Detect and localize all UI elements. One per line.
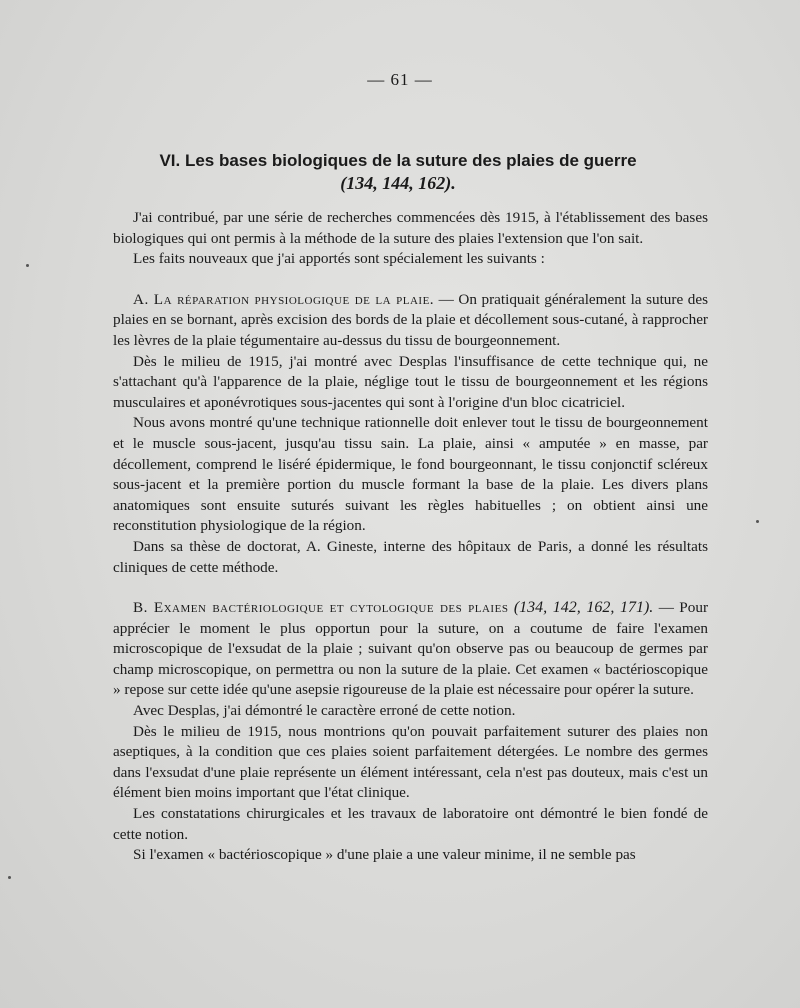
section-a-intro-text: — On pratiquait généralement la suture des plaies en se bornant, après excision des bords de la plaie et décollement sous-cutané, à rapprocher les lèvres de la plaie tégumentaire au-dessus du tissu de bourgeonnement.	[113, 290, 708, 349]
section-b-paragraph: Dès le milieu de 1915, nous montrions qu'on pouvait parfaitement suturer des plaies non aseptiques, à la condition que ces plaies soient parfaitement détergées. Le nombre des germes dans l'exsudat d'une plaie représente un élément intéressant, cela n'est pas douteux, mais c'est un élément bien moins important que l'état clinique.	[113, 722, 708, 802]
paper-speck	[26, 264, 29, 267]
section-a-label: A. La réparation physiologique de la plaie.	[133, 290, 435, 308]
spacer	[113, 578, 708, 598]
section-b-intro-text: — Pour apprécier le moment le plus opportun pour la suture, on a coutume de faire l'examen microscopique de l'exsudat de la plaie ; suivant qu'on observe pas ou beaucoup de germes par champ microscopique, on permettra ou non la suture de la plaie. Cet examen « bactérioscopique » repose sur cette idée qu'une asepsie rigoureuse de la plaie est nécessaire pour opérer la suture.	[113, 599, 708, 699]
paper-speck	[756, 520, 759, 523]
section-b-references: (134, 142, 162, 171).	[513, 599, 654, 617]
section-b-paragraph: Si l'examen « bactérioscopique » d'une plaie a une valeur minime, il ne semble pas	[133, 846, 636, 864]
section-b-paragraph: Les constatations chirurgicales et les travaux de laboratoire ont démontré le bien fondé de cette notion.	[113, 805, 708, 843]
body-text	[113, 208, 708, 866]
spacer	[113, 270, 708, 290]
section-a-intro	[113, 290, 708, 352]
page-number: — 61 —	[367, 70, 433, 89]
section-b-intro	[113, 598, 708, 701]
section-references: (134, 144, 162).	[340, 173, 456, 193]
section-b-paragraph: Avec Desplas, j'ai démontré le caractère erroné de cette notion.	[133, 702, 516, 720]
paper-speck	[8, 876, 11, 879]
section-title: VI. Les bases biologiques de la suture des plaies de guerre	[159, 151, 637, 170]
section-b-label: B. Examen bactériologique et cytologique des plaies	[133, 599, 509, 617]
section-heading	[118, 150, 678, 194]
section-a-paragraph: Dès le milieu de 1915, j'ai montré avec Desplas l'insuffisance de cette technique qui, ne s'attachant qu'à l'apparence de la plaie, néglige tout le tissu de bourgeonnement et les régions musculaires et aponévrotiques sous-jacentes qui sont à l'origine d'un bloc cicatriciel.	[113, 352, 708, 411]
paragraph-intro: J'ai contribué, par une série de recherches commencées dès 1915, à l'établissement des bases biologiques qui ont permis à la méthode de la suture des plaies l'extension que l'on sait.	[113, 209, 708, 247]
section-a-paragraph: Nous avons montré qu'une technique rationnelle doit enlever tout le tissu de bourgeonnement et le muscle sous-jacent, jusqu'au tissu sain. La plaie, ainsi « amputée » en masse, par décollement, comprend le liséré épidermique, le fond bourgeonnant, le tissu conjonctif scléreux sous-jacent et la première portion du muscle formant la base de la plaie. Les divers plans anatomiques sont ensuite suturés suivant les règles habituelles ; on obtient ainsi une reconstitution physiologique de la région.	[113, 414, 708, 535]
section-a-paragraph: Dans sa thèse de doctorat, A. Gineste, interne des hôpitaux de Paris, a donné les résultats cliniques de cette méthode.	[113, 537, 708, 576]
paragraph-lead: Les faits nouveaux que j'ai apportés sont spécialement les suivants :	[133, 250, 545, 268]
